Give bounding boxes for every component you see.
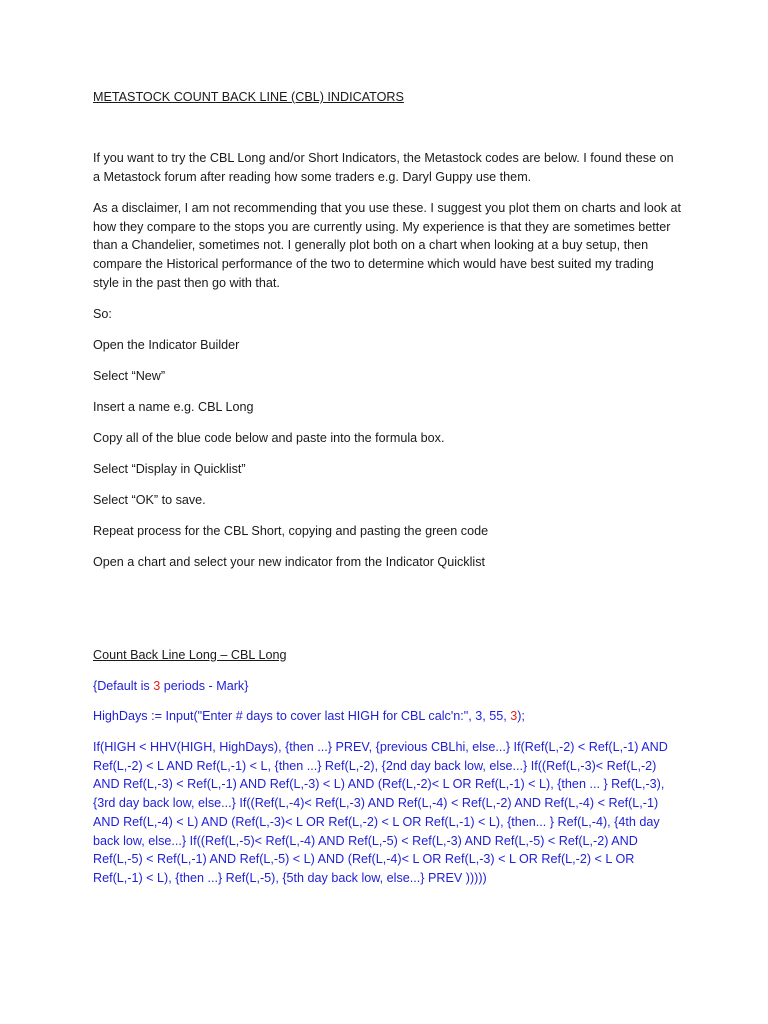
code-highdays-post: ); — [517, 709, 525, 723]
step-item: Select “OK” to save. — [93, 493, 206, 507]
code-highdays-pre: HighDays := Input("Enter # days to cover last HIGH for CBL calc'n:", 3, 55, — [93, 709, 511, 723]
step-item: Open a chart and select your new indicator from the Indicator Quicklist — [93, 555, 485, 569]
disclaimer-paragraph: As a disclaimer, I am not recommending that you use these. I suggest you plot them on charts and look at how they compare to the stops you are currently using. My experience is that they are sometimes better than a Chandelier, sometimes not. I generally plot both on a chart when looking at a buy setup, then compare the Historical performance of the two to determine which would have best suited my trading style in the past then go with that. — [93, 201, 682, 290]
intro-paragraph: If you want to try the CBL Long and/or Short Indicators, the Metastock codes are below. I found these on a Metastock forum after reading how some traders e.g. Daryl Guppy use them. — [93, 151, 674, 184]
code-default-comment — [93, 677, 683, 696]
step-item: Open the Indicator Builder — [93, 338, 240, 352]
code-default-post: periods - Mark} — [160, 679, 249, 693]
code-default-pre: {Default is — [93, 679, 154, 693]
step-item: Select “Display in Quicklist” — [93, 462, 246, 476]
section-heading: Count Back Line Long – CBL Long — [93, 648, 287, 662]
code-formula: If(HIGH < HHV(HIGH, HighDays), {then ...} PREV, {previous CBLhi, else...} If(Ref(L,-2) < Ref(L,-1) AND Ref(L,-2) < L AND Ref(L,-1) < L, {then ...} Ref(L,-2), {2nd day back low, else...} If((Ref(L,-3)< Ref(L,-2) AND Ref(L,-3) < Ref(L,-1) AND Ref(L,-3) < L) AND (Ref(L,-2)< L OR Ref(L,-1) < L), {then ... } Ref(L,-3), {3rd day back low, else...} If((Ref(L,-4)< Ref(L,-3) AND Ref(L,-4) < Ref(L,-2) AND Ref(L,-4) < Ref(L,-1) AND Ref(L,-4) < L) AND (Ref(L,-3)< L OR Ref(L,-2) < L OR Ref(L,-1) < L), {then... } Ref(L,-4), {4th day back low, else...} If((Ref(L,-5)< Ref(L,-4) AND Ref(L,-5) < Ref(L,-3) AND Ref(L,-5) < Ref(L,-2) AND Ref(L,-5) < Ref(L,-1) AND Ref(L,-5) < L) AND (Ref(L,-4)< L OR Ref(L,-3) < L OR Ref(L,-2) < L OR Ref(L,-1) < L), {then ...} Ref(L,-5), {5th day back low, else...} PREV ))))) — [93, 740, 668, 885]
step-item: Copy all of the blue code below and paste into the formula box. — [93, 431, 445, 445]
document-title: METASTOCK COUNT BACK LINE (CBL) INDICATORS — [93, 90, 404, 104]
step-item: Insert a name e.g. CBL Long — [93, 400, 254, 414]
code-default-number: 3 — [153, 679, 161, 693]
code-highdays-number: 3 — [510, 709, 518, 723]
code-highdays-line — [93, 707, 683, 726]
step-item: Repeat process for the CBL Short, copying and pasting the green code — [93, 524, 489, 538]
so-label: So: — [93, 307, 112, 321]
step-item: Select “New” — [93, 369, 166, 383]
